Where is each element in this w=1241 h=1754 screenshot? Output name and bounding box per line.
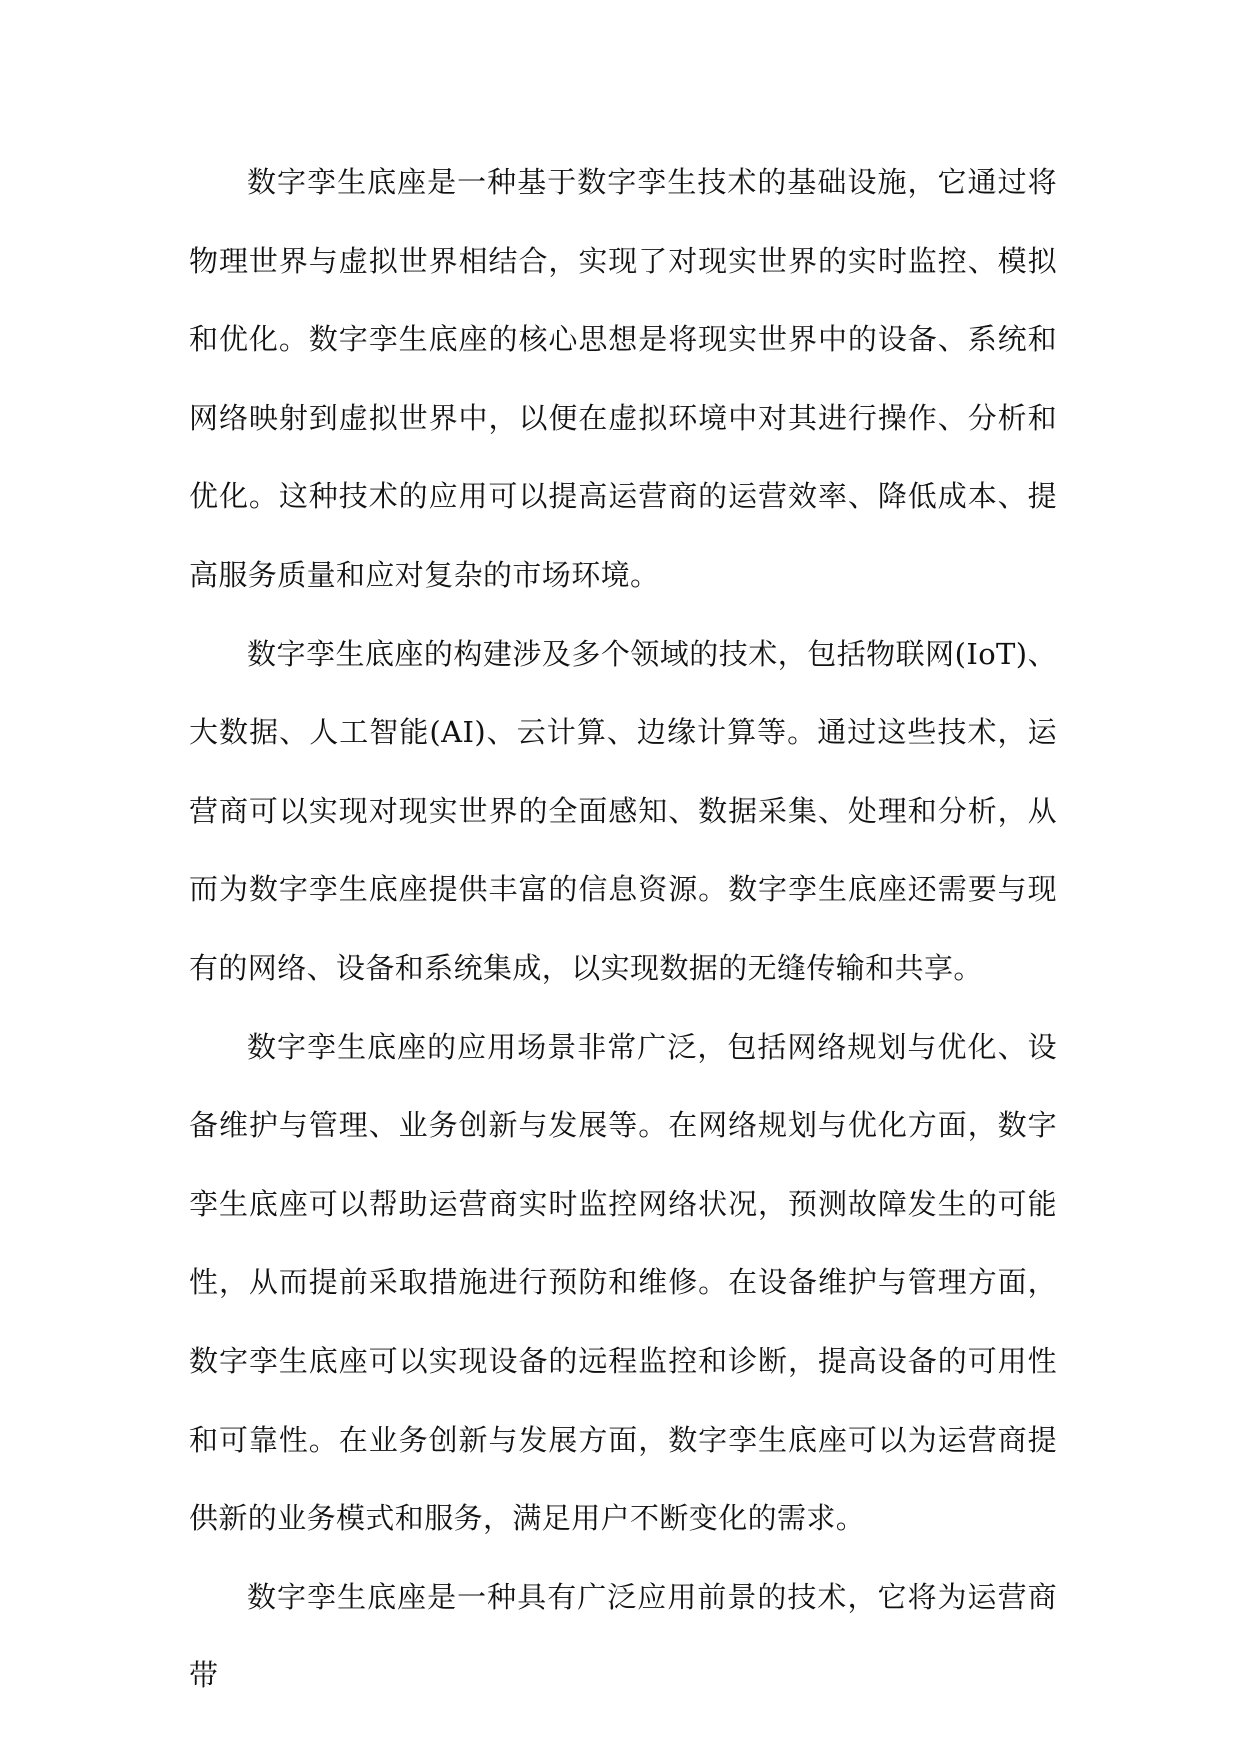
paragraph-4: 数字孪生底座是一种具有广泛应用前景的技术，它将为运营商带 (189, 1579, 1057, 1693)
paragraph-3: 数字孪生底座的应用场景非常广泛，包括网络规划与优化、设备维护与管理、业务创新与发展等。在网络规划与优化方面，数字孪生底座可以帮助运营商实时监控网络状况，预测故障发生的可能性，从而提前采取措施进行预防和维修。在设备维护与管理方面，数字孪生底座可以实现设备的远程监控和诊断，提高设备的可用性和可靠性。在业务创新与发展方面，数字孪生底座可以为运营商提供新的业务模式和服务，满足用户不断变化的需求。 (189, 1029, 1057, 1536)
paragraph-1: 数字孪生底座是一种基于数字孪生技术的基础设施，它通过将物理世界与虚拟世界相结合，实现了对现实世界的实时监控、模拟和优化。数字孪生底座的核心思想是将现实世界中的设备、系统和网络映射到虚拟世界中，以便在虚拟环境中对其进行操作、分析和优化。这种技术的应用可以提高运营商的运营效率、降低成本、提高服务质量和应对复杂的市场环境。 (189, 165, 1057, 592)
document-body (189, 143, 1057, 1715)
paragraph-2: 数字孪生底座的构建涉及多个领域的技术，包括物联网(IoT)、大数据、人工智能(AI)、云计算、边缘计算等。通过这些技术，运营商可以实现对现实世界的全面感知、数据采集、处理和分析，从而为数字孪生底座提供丰富的信息资源。数字孪生底座还需要与现有的网络、设备和系统集成，以实现数据的无缝传输和共享。 (189, 636, 1057, 985)
